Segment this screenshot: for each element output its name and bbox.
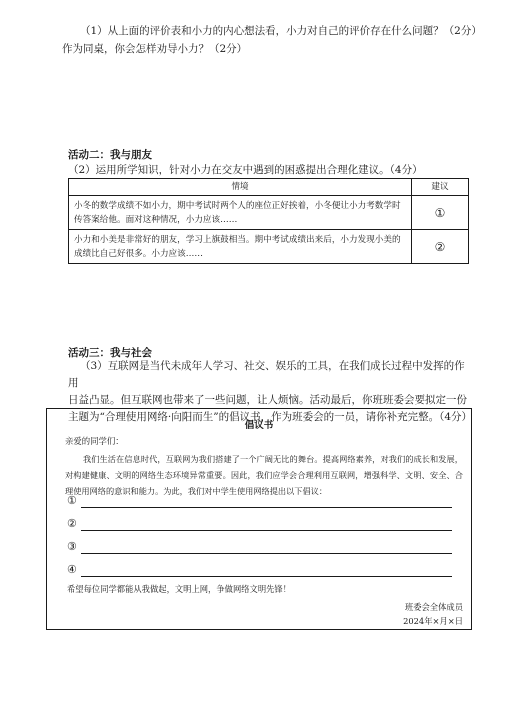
proposal-date: 2024年×月×日: [403, 616, 463, 626]
proposal-closing: 希望每位同学都能从我做起，文明上网，争做网络文明先锋！: [67, 584, 292, 594]
activity-3-question-rest: 日益凸显。但互联网也带来了一些问题，让人烦恼。活动最后，你班班委会要拟定一份主题为“合理使用网络·向阳而生”的倡议书，作为班委会的一员，请你补充完整。（4分）: [68, 394, 473, 423]
table-row: [69, 230, 469, 264]
situation-cell-2: 小力和小美是非常好的朋友，学习上旗鼓相当。期中考试成绩出来后，小力发现小美的成绩比自己好很多。小力应该……: [69, 230, 412, 264]
question-1-line-1: （1）从上面的评价表和小力的内心想法看，小力对自己的评价存在什么问题？（2分）: [80, 25, 482, 37]
item-number: ③: [67, 540, 77, 553]
question-1: [62, 22, 513, 58]
table-header-row: [69, 179, 469, 196]
answer-line[interactable]: [81, 553, 452, 554]
answer-line[interactable]: [81, 576, 452, 577]
proposal-signer: 班委会全体成员: [404, 602, 463, 612]
suggestion-answer-cell-2[interactable]: ②: [412, 230, 469, 264]
answer-line[interactable]: [81, 530, 452, 531]
item-number: ④: [67, 563, 77, 576]
answer-line[interactable]: [81, 507, 452, 508]
activity-2-title: 活动二：我与朋友: [68, 149, 152, 161]
suggestion-answer-cell-1[interactable]: ①: [412, 196, 469, 230]
activity-2-question: （2）运用所学知识，针对小力在交友中遇到的困惑提出合理化建议。（4分）: [68, 164, 423, 176]
header-suggestion: 建议: [412, 179, 469, 196]
proposal-item-1[interactable]: [67, 494, 452, 510]
proposal-greeting: 亲爱的同学们：: [65, 436, 124, 446]
proposal-item-2[interactable]: [67, 517, 452, 533]
proposal-body: 我们生活在信息时代，互联网为我们搭建了一个广阔无比的舞台。提高网络素养，对我们的成长和发展，对构建健康、文明的网络生态环境异常重要。因此，我们应学会合理利用互联网，增强科学、文明、安全、合理使用网络的意识和能力。为此，我们对中学生使用网络提出以下倡议：: [65, 454, 463, 496]
header-situation: 情境: [69, 179, 412, 196]
table-row: [69, 196, 469, 230]
proposal-item-3[interactable]: [67, 540, 452, 556]
proposal-title: 倡议书: [244, 420, 274, 431]
activity-3-question-line-1: （3）互联网是当代未成年人学习、社交、娱乐的工具，在我们成长过程中发挥的作用: [68, 360, 465, 389]
item-number: ①: [67, 494, 77, 507]
question-1-line-2: 作为同桌，你会怎样劝导小力？（2分）: [62, 43, 248, 55]
proposal-box: [46, 408, 472, 630]
proposal-item-4[interactable]: [67, 563, 452, 579]
item-number: ②: [67, 517, 77, 530]
activity-3-title: 活动三：我与社会: [68, 347, 152, 359]
situation-table: [68, 178, 469, 264]
situation-cell-1: 小冬的数学成绩不如小力，期中考试时两个人的座位正好挨着，小冬便让小力考数学时传答案给他。面对这种情况，小力应该……: [69, 196, 412, 230]
